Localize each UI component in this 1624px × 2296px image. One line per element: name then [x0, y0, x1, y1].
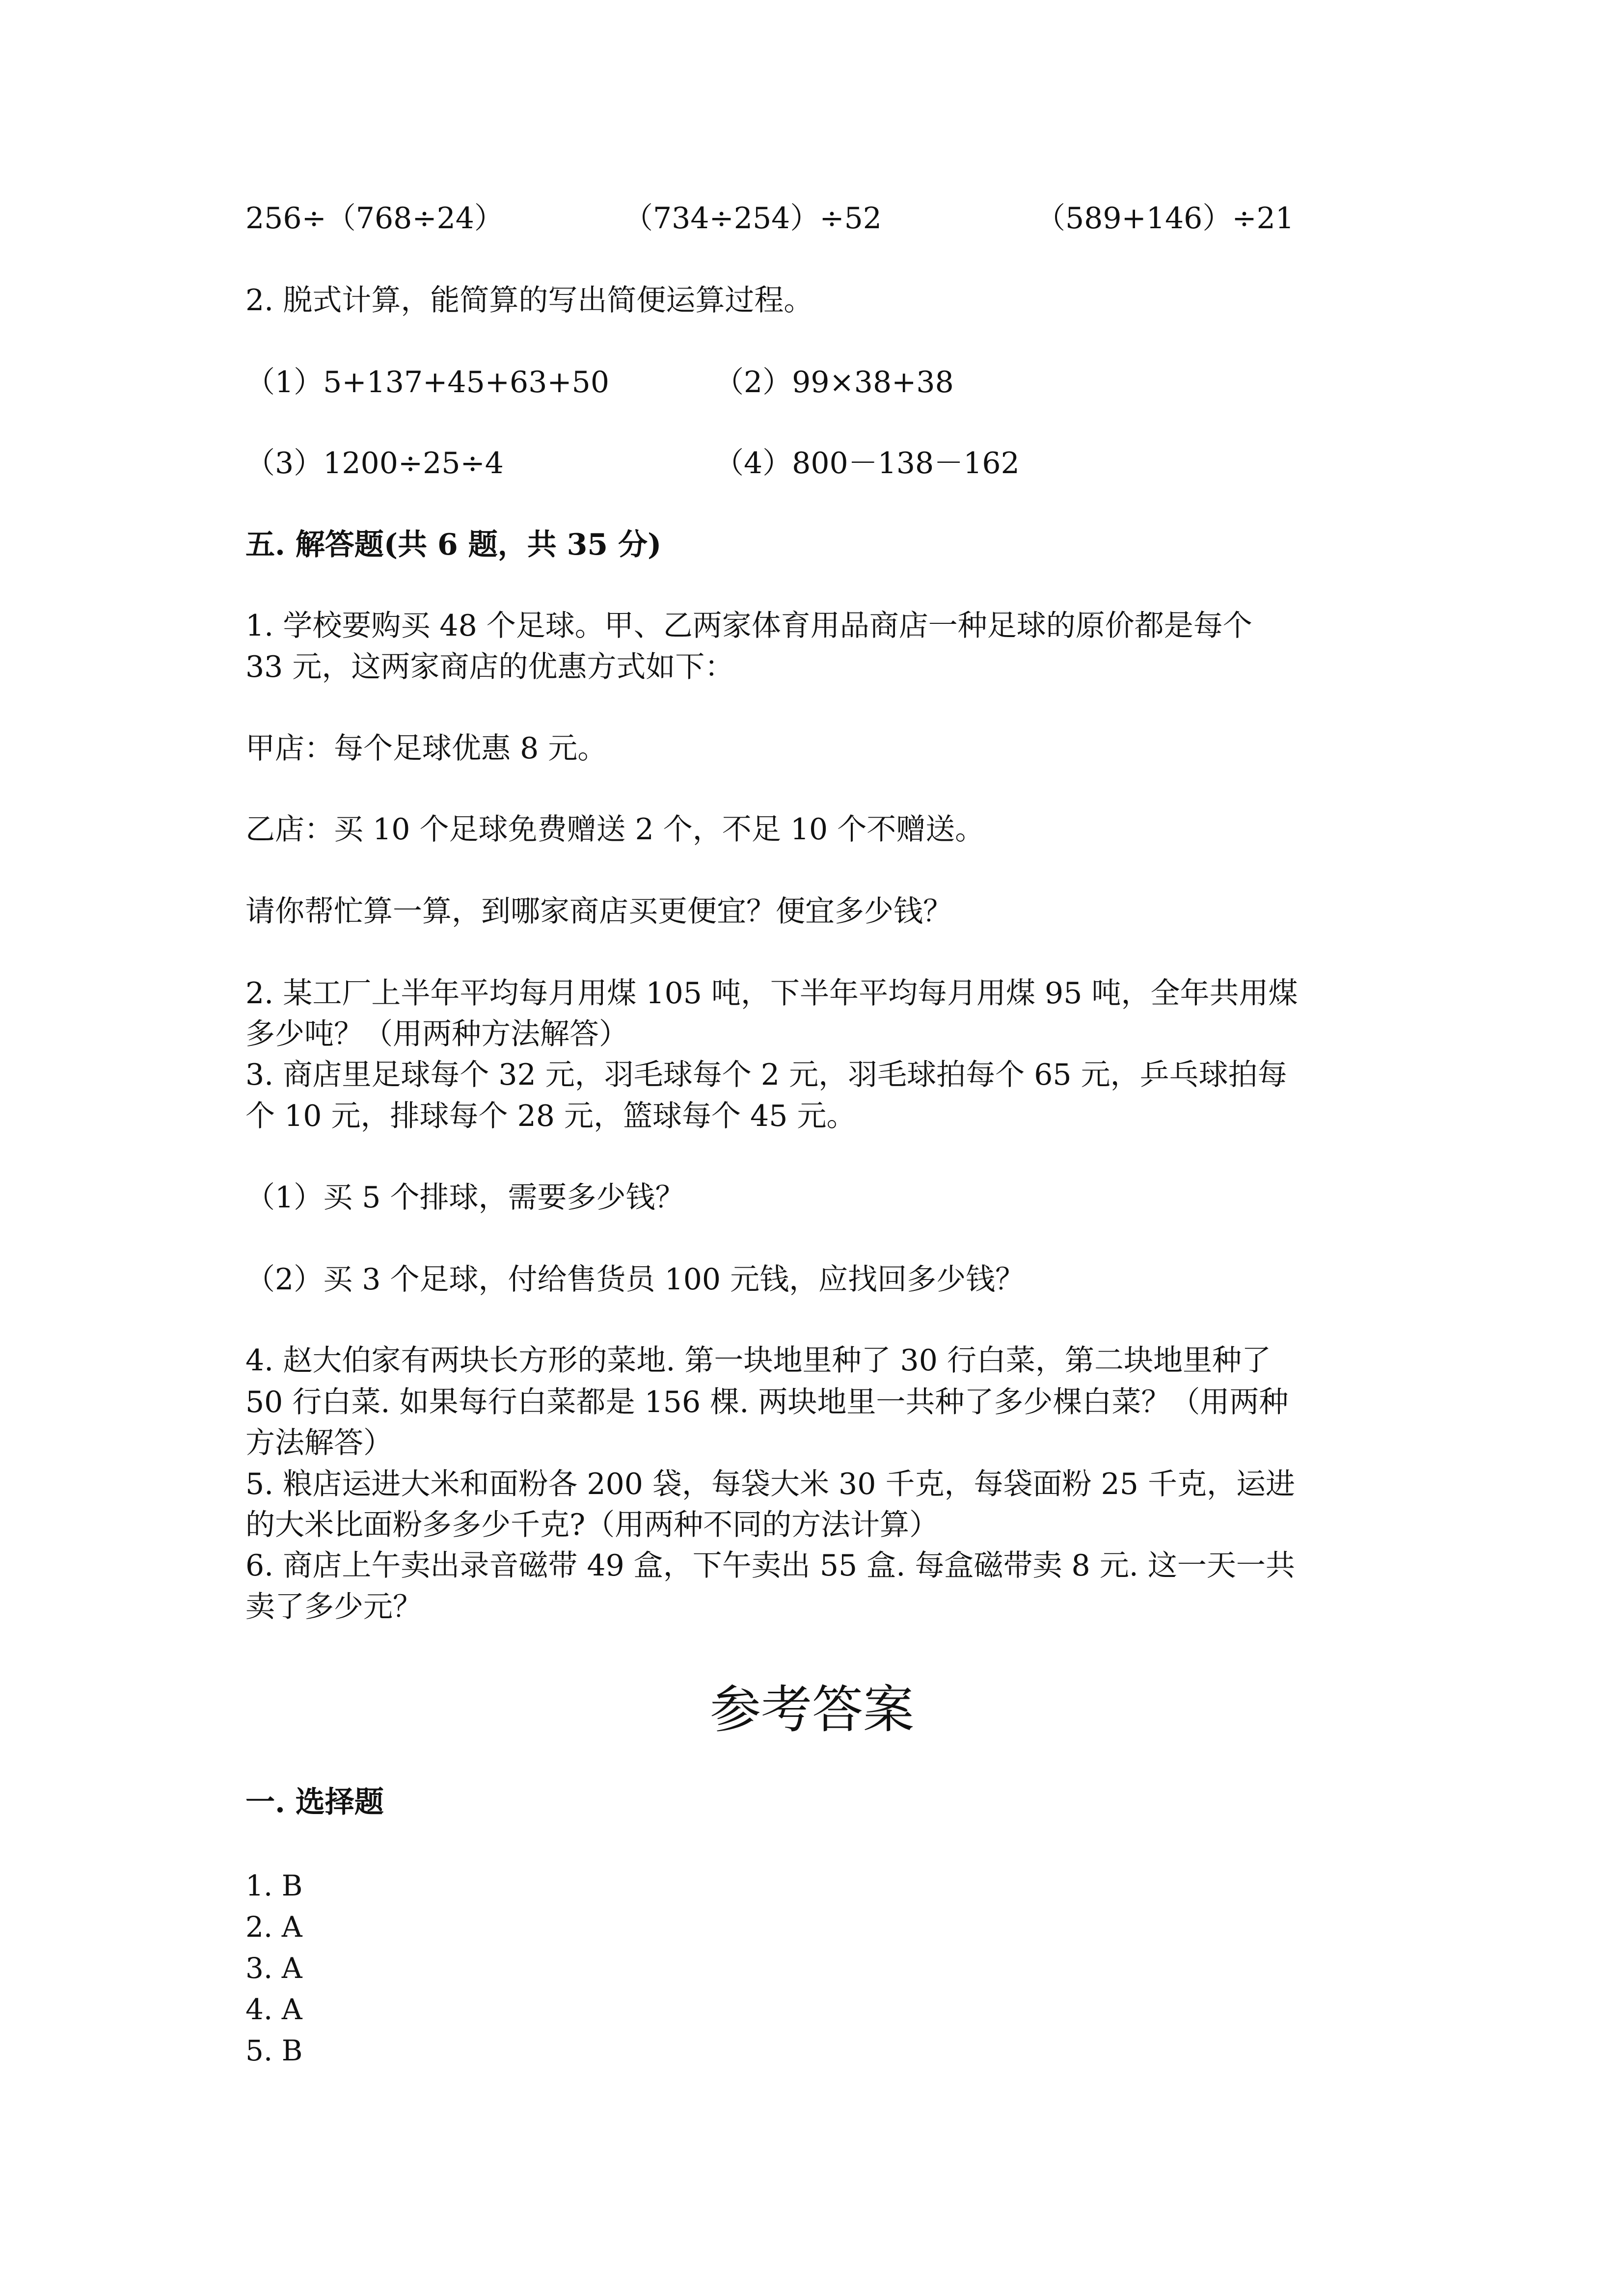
- p4-line-2: 50 行白菜. 如果每行白菜都是 156 棵. 两块地里一共种了多少棵白菜？（用两种: [245, 1385, 1289, 1419]
- answer-item: 1. B: [245, 1869, 303, 1902]
- p1-shop-a: 甲店：每个足球优惠 8 元。: [245, 731, 607, 766]
- q2-item-4: （4）800－138－162: [714, 446, 1020, 481]
- p2-line-2: 多少吨？（用两种方法解答）: [245, 1017, 628, 1051]
- p2-line-1: 2. 某工厂上半年平均每月用煤 105 吨，下半年平均每月用煤 95 吨，全年共用煤: [245, 976, 1298, 1011]
- p1-question: 请你帮忙算一算，到哪家商店买更便宜？便宜多少钱？: [245, 894, 952, 929]
- answer-item: 2. A: [245, 1910, 302, 1944]
- p3-sub-2: （2）买 3 个足球，付给售货员 100 元钱，应找回多少钱？: [245, 1262, 1025, 1297]
- answer-item: 4. A: [245, 1993, 302, 2026]
- p3-line-1: 3. 商店里足球每个 32 元，羽毛球每个 2 元，羽毛球拍每个 65 元，乒乓球拍每: [245, 1058, 1287, 1092]
- p4-line-3: 方法解答）: [245, 1426, 393, 1460]
- q2-instruction: 2. 脱式计算，能简算的写出简便运算过程。: [245, 283, 813, 318]
- q2-item-3: （3）1200÷25÷4: [245, 446, 504, 481]
- section5-heading: 五. 解答题(共 6 题，共 35 分): [245, 528, 662, 562]
- answer-item: 5. B: [245, 2034, 303, 2067]
- p1-line-2: 33 元，这两家商店的优惠方式如下：: [245, 650, 734, 684]
- p6-line-1: 6. 商店上午卖出录音磁带 49 盒，下午卖出 55 盒. 每盒磁带卖 8 元. 这一天一共: [245, 1548, 1295, 1583]
- p6-line-2: 卖了多少元？: [245, 1590, 422, 1624]
- p3-sub-1: （1）买 5 个排球，需要多少钱？: [245, 1180, 685, 1215]
- q2-item-1: （1）5+137+45+63+50: [245, 365, 610, 400]
- answer-item: 3. A: [245, 1951, 302, 1985]
- p3-line-2: 个 10 元，排球每个 28 元，篮球每个 45 元。: [245, 1099, 856, 1133]
- q2-item-2: （2）99×38+38: [714, 365, 954, 400]
- expression-3: （589+146）÷21: [1036, 201, 1294, 236]
- answers-title: 参考答案: [709, 1680, 914, 1739]
- expression-2: （734÷254）÷52: [623, 201, 882, 236]
- answers-section1-heading: 一. 选择题: [245, 1785, 384, 1819]
- p1-line-1: 1. 学校要购买 48 个足球。甲、乙两家体育用品商店一种足球的原价都是每个: [245, 609, 1252, 643]
- p5-line-2: 的大米比面粉多多少千克?（用两种不同的方法计算）: [245, 1508, 939, 1542]
- p5-line-1: 5. 粮店运进大米和面粉各 200 袋，每袋大米 30 千克，每袋面粉 25 千克，运进: [245, 1467, 1295, 1501]
- p1-shop-b: 乙店：买 10 个足球免费赠送 2 个，不足 10 个不赠送。: [245, 812, 985, 847]
- p4-line-1: 4. 赵大伯家有两块长方形的菜地. 第一块地里种了 30 行白菜，第二块地里种了: [245, 1343, 1271, 1378]
- expression-1: 256÷（768÷24）: [245, 201, 504, 236]
